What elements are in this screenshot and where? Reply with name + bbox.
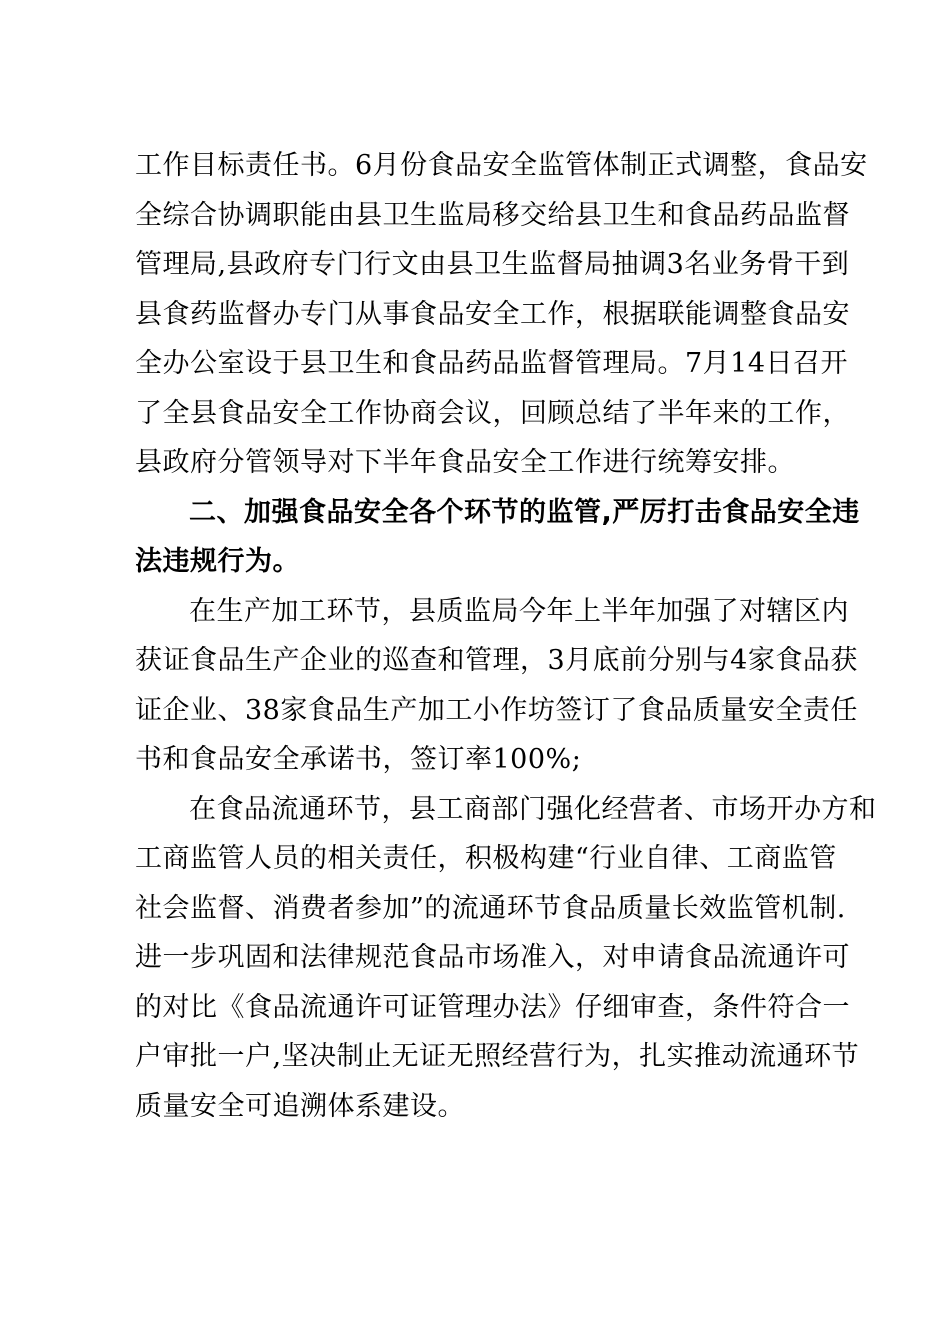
- text-line: 工作目标责任书。6月份食品安全监管体制正式调整，食品安: [135, 150, 868, 181]
- text-line: 在生产加工环节，县质监局今年上半年加强了对辖区内: [189, 595, 849, 627]
- text-line: 在食品流通环节，县工商部门强化经营者、市场开办方和: [189, 793, 877, 825]
- text-line: 获证食品生产企业的巡查和管理，3月底前分别与4家食品获: [135, 645, 858, 676]
- paragraph-1: [135, 141, 868, 488]
- heading-line: 二、加强食品安全各个环节的监管,严厉打击食品安全违: [189, 496, 860, 528]
- text-line: 县食药监督办专门从事食品安全工作，根据联能调整食品安: [135, 298, 850, 330]
- document-body: [135, 141, 877, 1131]
- text-line: 的对比《食品流通许可证管理办法》仔细审查，条件符合一: [135, 991, 850, 1023]
- text-line: 质量安全可追溯体系建设。: [135, 1090, 465, 1122]
- text-line: 证企业、38家食品生产加工小作坊签订了食品质量安全责任: [135, 694, 858, 726]
- text-line: 全办公室设于县卫生和食品药品监督管理局。7月14日召开: [135, 348, 849, 379]
- text-line: 全综合协调职能由县卫生监局移交给县卫生和食品药品监督: [135, 199, 850, 231]
- text-line: 县政府分管领导对下半年食品安全工作进行统筹安排。: [135, 447, 795, 478]
- paragraph-circulation: [135, 785, 877, 1132]
- section-heading: [135, 488, 860, 587]
- text-line: 进一步巩固和法律规范食品市场准入，对申请食品流通许可: [135, 942, 850, 973]
- text-line: 管理局,县政府专门行文由县卫生监督局抽调3名业务骨干到: [135, 249, 850, 280]
- text-line: 了全县食品安全工作协商会议，回顾总结了半年来的工作，: [135, 397, 850, 429]
- text-line: 工商监管人员的相关责任，积极构建“行业自律、工商监管: [135, 843, 837, 874]
- text-line: 社会监督、消费者参加”的流通环节食品质量长效监管机制.: [135, 892, 846, 924]
- paragraph-production: [135, 587, 858, 785]
- heading-line: 法违规行为。: [135, 546, 300, 577]
- text-line: 户审批一户,坚决制止无证无照经营行为，扎实推动流通环节: [135, 1041, 860, 1072]
- text-line: 书和食品安全承诺书，签订率100%;: [135, 744, 582, 775]
